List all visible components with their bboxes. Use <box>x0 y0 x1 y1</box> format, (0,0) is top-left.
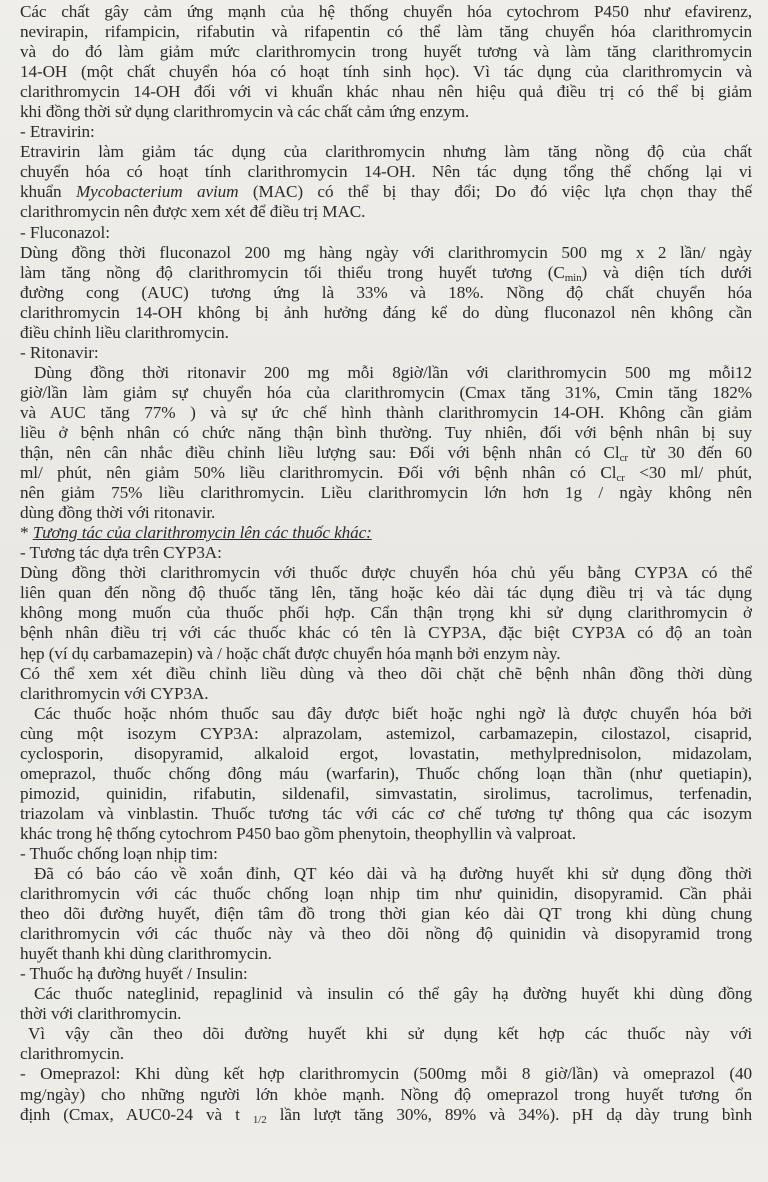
section-heading <box>20 223 752 243</box>
section-heading <box>20 964 752 984</box>
document-line <box>20 243 752 263</box>
subscript: 1/2 <box>252 1113 267 1125</box>
line-text: giờ/lần làm giảm sự chuyển hóa của clarithromycin (Cmax tăng 31%, Cmin tăng 182% <box>20 382 752 402</box>
line-text: clarithromycin. <box>20 1044 124 1064</box>
document-line <box>20 363 752 383</box>
line-text: đường cong (AUC) tương ứng là 33% và 18%. Nồng độ chất chuyển hóa <box>20 282 752 302</box>
line-text: * <box>20 523 33 543</box>
document-line <box>20 1044 752 1064</box>
line-text: hẹp (ví dụ carbamazepin) và / hoặc chất được chuyển hóa mạnh bởi enzym này. <box>20 643 561 663</box>
document-line <box>20 744 752 764</box>
line-text: nevirapin, rifampicin, rifabutin và rifapentin có thể làm tăng chuyển hóa clarithromycin <box>20 22 752 42</box>
line-text: pimozid, quinidin, rifabutin, sildenafil, simvastatin, sirolimus, tacrolimus, terfenadin, <box>20 783 752 803</box>
document-line <box>20 1085 752 1105</box>
document-line <box>20 42 752 62</box>
line-text: clarithromycin với các thuốc này và theo dõi nồng độ quinidin và disopyramid trong <box>20 924 752 944</box>
line-text: khuẩn <box>20 182 76 202</box>
document-line <box>20 704 752 724</box>
line-text: Dùng đồng thời clarithromycin với thuốc được chuyển hóa chủ yếu bằng CYP3A có thể <box>20 563 752 583</box>
document-line <box>20 583 752 603</box>
section-heading <box>20 844 752 864</box>
document-line <box>20 283 752 303</box>
document-line <box>20 904 752 924</box>
document-line <box>20 463 752 483</box>
line-text: không mong muốn của thuốc phối hợp. Cẩn thận trọng khi sử dụng clarithromycin ở <box>20 603 752 623</box>
document-line <box>20 182 752 202</box>
document-line <box>20 563 752 583</box>
line-text: ) và diện tích dưới <box>581 262 752 282</box>
line-text: Đã có báo cáo về xoắn đỉnh, QT kéo dài và hạ đường huyết khi sử dụng đồng thời <box>34 864 752 884</box>
document-line <box>20 142 752 162</box>
line-text: <30 ml/ phút, <box>624 463 752 483</box>
line-text: từ 30 đến 60 <box>627 443 752 463</box>
document-line <box>20 684 752 704</box>
section-heading <box>20 343 752 363</box>
document-line <box>20 824 752 844</box>
subscript: min <box>564 271 582 283</box>
line-text: clarithromycin với các thuốc chống loạn nhịp tim như quinidin, disopyramid. Cần phải <box>20 884 752 904</box>
document-line <box>20 162 752 182</box>
document-line <box>20 984 752 1004</box>
line-text: - Omeprazol: Khi dùng kết hợp clarithromycin (500mg mỗi 8 giờ/lần) và omeprazol (40 <box>20 1064 752 1084</box>
line-text: Dùng đồng thời fluconazol 200 mg hàng ngày với clarithromycin 500 mg x 2 lần/ ngày <box>20 242 752 262</box>
document-line <box>20 383 752 403</box>
document-line <box>20 423 752 443</box>
document-line <box>20 764 752 784</box>
document-line <box>20 443 752 463</box>
section-heading <box>20 523 752 543</box>
line-text: - Fluconazol: <box>20 222 110 242</box>
document-line <box>20 62 752 82</box>
document-line <box>20 804 752 824</box>
document-line <box>20 483 752 503</box>
document-line <box>20 884 752 904</box>
section-heading <box>20 122 752 142</box>
line-text: clarithromycin 14-OH không bị ảnh hưởng đáng kể do dùng fluconazol nên không cần <box>20 302 752 322</box>
line-text: Các thuốc nateglinid, repaglinid và insulin có thể gây hạ đường huyết khi dùng đồng <box>34 984 752 1004</box>
section-heading <box>20 543 752 563</box>
line-text: 14-OH (một chất chuyển hóa có hoạt tính sinh học). Vì tác dụng của clarithromycin và <box>20 62 752 82</box>
line-text: theo dõi đường huyết, điện tâm đồ trong thời gian kéo dài QT trong khi dùng chung <box>20 904 752 924</box>
line-text: - Thuốc chống loạn nhịp tim: <box>20 843 218 863</box>
line-text: liên quan đến nồng độ thuốc tăng lên, tăng hoặc kéo dài tác dụng điều trị và tác dụng <box>20 583 752 603</box>
line-text: cyclosporin, disopyramid, alkaloid ergot, lovastatin, methylprednisolon, midazolam, <box>20 743 752 763</box>
line-text: điều chỉnh liều clarithromycin. <box>20 322 229 342</box>
line-text: - Tương tác dựa trên CYP3A: <box>20 543 222 563</box>
document-line <box>20 503 752 523</box>
subscript: cr <box>616 472 625 484</box>
document-line <box>20 1004 752 1024</box>
line-text: - Ritonavir: <box>20 342 99 362</box>
line-text: Các chất gây cảm ứng mạnh của hệ thống chuyển hóa cytochrom P450 như efavirenz, <box>20 2 752 21</box>
line-text: khác trong hệ thống cytochrom P450 bao gồm phenytoin, theophyllin và valproat. <box>20 823 576 843</box>
document-line <box>20 1064 752 1084</box>
line-text: - Thuốc hạ đường huyết / Insulin: <box>20 964 248 984</box>
subscript: cr <box>619 452 628 464</box>
document-line <box>20 102 752 122</box>
document-line <box>20 664 752 684</box>
line-text: Các thuốc hoặc nhóm thuốc sau đây được biết hoặc nghi ngờ là được chuyển hóa bởi <box>34 703 752 723</box>
document-line <box>20 944 752 964</box>
document-line <box>20 403 752 423</box>
line-text: clarithromycin với CYP3A. <box>20 683 209 703</box>
line-text: liều ở bệnh nhân có chức năng thận bình thường. Tuy nhiên, đối với bệnh nhân bị suy <box>20 422 752 442</box>
line-text: Dùng đồng thời ritonavir 200 mg mỗi 8giờ/lần với clarithromycin 500 mg mỗi12 <box>34 362 752 382</box>
document-line <box>20 2 752 22</box>
line-text: bệnh nhân điều trị với các thuốc khác có tên là CYP3A, đặc biệt CYP3A có độ an toàn <box>20 623 752 643</box>
line-text: thời với clarithromycin. <box>20 1004 182 1024</box>
line-text: clarithromycin 14-OH đối với vi khuẩn khác nhau nên hiệu quả điều trị có thể bị giảm <box>20 82 752 102</box>
document-line <box>20 323 752 343</box>
document-line <box>20 864 752 884</box>
document-line <box>20 623 752 643</box>
document-line <box>20 603 752 623</box>
line-text: omeprazol, thuốc chống đông máu (warfarin), Thuốc chống loạn thần (như quetiapin), <box>20 763 752 783</box>
line-text: nên giảm 75% liều clarithromycin. Liều clarithromycin lớn hơn 1g / ngày không nên <box>20 483 752 503</box>
document-line <box>20 22 752 42</box>
document-line <box>20 1105 752 1125</box>
line-text: cùng một isozym CYP3A: alprazolam, astemizol, carbamazepin, cilostazol, cisaprid, <box>20 723 752 743</box>
line-text: triazolam và vinblastin. Thuốc tương tác với các cơ chế tương tự thông qua các isozym <box>20 803 752 823</box>
document-line <box>20 1024 752 1044</box>
line-text: dùng đồng thời với ritonavir. <box>20 503 216 523</box>
line-text: mg/ngày) cho những người lớn khỏe mạnh. Nồng độ omeprazol trong huyết tương ổn <box>20 1084 752 1104</box>
line-text: khi đồng thời sử dụng clarithromycin và các chất cảm ứng enzym. <box>20 102 470 122</box>
line-text: (MAC) có thể bị thay đổi; Do đó việc lựa chọn thay thế <box>238 182 752 202</box>
line-text: thận, nên cân nhắc điều chỉnh liều lượng sau: Đối với bệnh nhân có Cl <box>20 443 620 463</box>
line-text: định (Cmax, AUC0-24 và t <box>20 1104 253 1124</box>
line-text: và do đó làm giảm mức clarithromycin trong huyết tương và làm tăng clarithromycin <box>20 42 752 62</box>
document-line <box>20 724 752 744</box>
line-text: clarithromycin nên được xem xét để điều trị MAC. <box>20 202 366 222</box>
document-body <box>20 2 752 1125</box>
document-line <box>20 82 752 102</box>
document-line <box>20 263 752 283</box>
document-line <box>20 644 752 664</box>
line-text: huyết thanh khi dùng clarithromycin. <box>20 944 272 964</box>
section-title: Tương tác của clarithromycin lên các thuốc khác: <box>32 523 372 543</box>
line-text: - Etravirin: <box>20 122 95 142</box>
line-text: Vì vậy cần theo dõi đường huyết khi sử dụng kết hợp các thuốc này với <box>28 1024 752 1044</box>
line-text: và AUC tăng 77% ) và sự ức chế hình thành clarithromycin 14-OH. Không cần giảm <box>20 402 752 422</box>
line-text: lần lượt tăng 30%, 89% và 34%). pH dạ dày trung bình <box>266 1104 752 1124</box>
italic-term: Mycobacterium avium <box>75 182 239 202</box>
line-text: ml/ phút, nên giảm 50% liều clarithromycin. Đối với bệnh nhân có Cl <box>20 463 617 483</box>
line-text: chuyển hóa có hoạt tính clarithromycin 14-OH. Nên tác dụng tổng thể chống lại vi <box>20 162 752 182</box>
line-text: làm tăng nồng độ clarithromycin tối thiểu trong huyết tương (C <box>20 262 565 282</box>
document-line <box>20 784 752 804</box>
document-line <box>20 924 752 944</box>
line-text: Etravirin làm giảm tác dụng của clarithromycin nhưng làm tăng nồng độ của chất <box>20 142 752 162</box>
line-text: Có thể xem xét điều chỉnh liều dùng và theo dõi chặt chẽ bệnh nhân đồng thời dùng <box>20 663 752 683</box>
document-line <box>20 303 752 323</box>
document-line <box>20 202 752 222</box>
